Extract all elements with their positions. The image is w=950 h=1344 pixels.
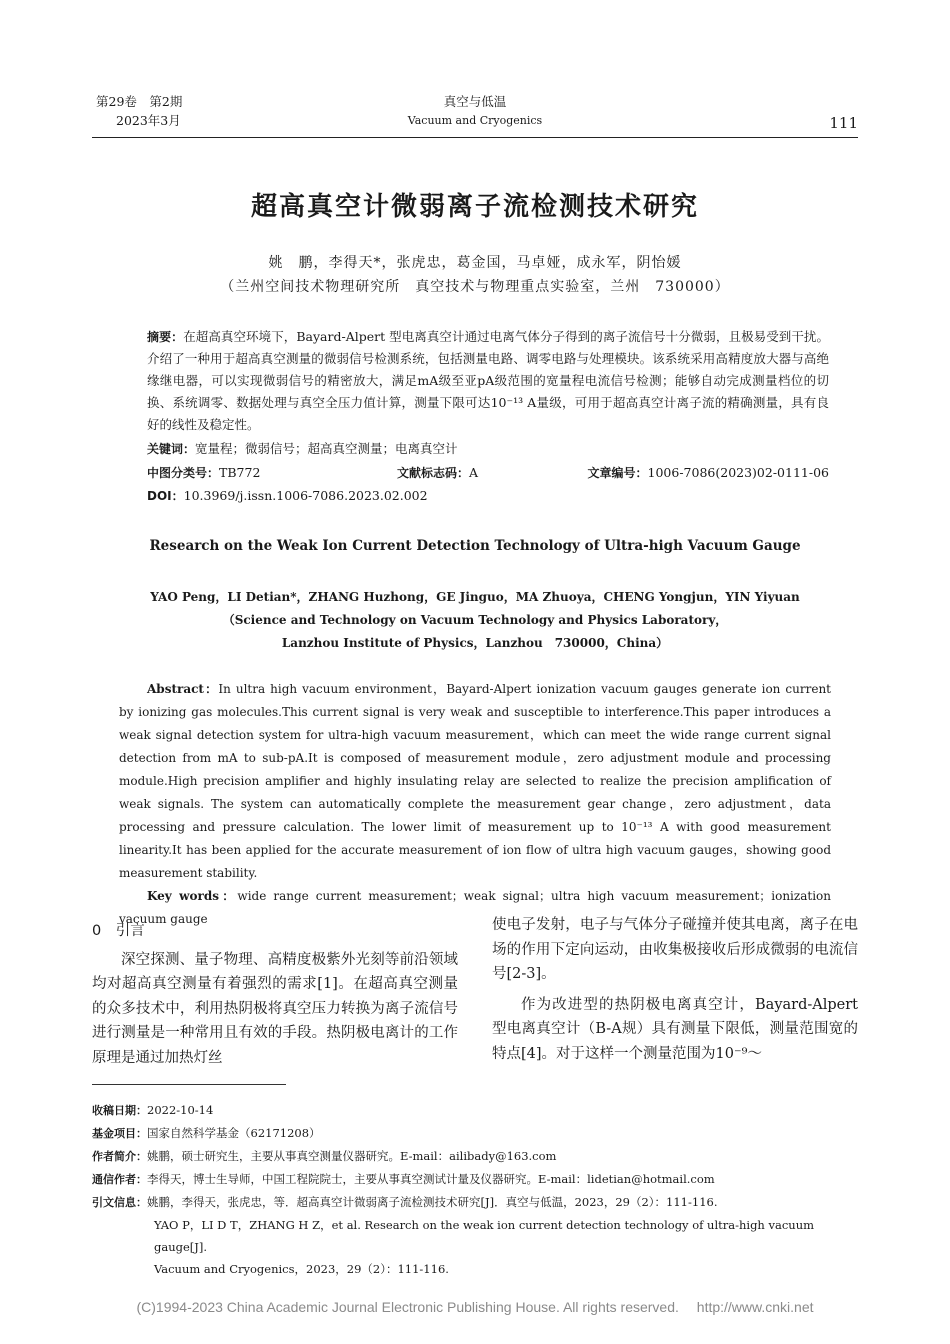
english-keywords-label: Key words： [147,889,238,903]
affiliation: （兰州空间技术物理研究所 真空技术与物理重点实验室，兰州 730000） [220,279,730,295]
corresponding-author: 李得天，博士生导师，中国工程院院士，主要从事真空测试计量及仪器研究。E-mail：lidetian@hotmail.com [147,1172,715,1186]
abstract-cn-text: 在超高真空环境下，Bayard-Alpert 型电离真空计通过电离气体分子得到的离子流信号十分微弱，且极易受到干扰。介绍了一种用于超高真空测量的微弱信号检测系统，包括测量电路、调零电路与处理模块。该系统采用高精度放大器与高绝缘继电器，可以实现微弱信号的精密放大，满足mA级至亚pA级范围的宽量程电流信号检测；能够自动完成测量档位的切换、系统调零、数据处理与真空全压力值计算，测量下限可达10⁻¹³ A量级，可用于超高真空计离子流的精确测量，具有良好的线性及稳定性。 [147,329,829,432]
fund-info: 国家自然科学基金（62171208） [147,1126,321,1140]
paper-title: 超高真空计微弱离子流检测技术研究 [250,192,699,222]
citation-en-1: YAO P，LI D T，ZHANG H Z，et al. Research on the weak ion current detection technology of ultra-high vacuum gauge[J]. [154,1218,815,1254]
journal-name [300,92,650,130]
issue-date: 2023年3月 [116,113,181,128]
section-heading: 0 引言 [92,923,145,939]
abstract-cn [147,326,829,436]
journal-name-en: Vacuum and Cryogenics [407,114,543,127]
doi-value: 10.3969/j.issn.1006-7086.2023.02.002 [183,488,428,503]
volume-issue: 第29卷 第2期 [96,94,183,109]
keywords-cn-label: 关键词： [147,442,196,456]
english-title: Research on the Weak Ion Current Detection Technology of Ultra-high Vacuum Gauge [149,538,801,554]
citation-cn: 姚鹏，李得天，张虎忠，等．超高真空计微弱离子流检测技术研究[J]．真空与低温，2023，29（2）：111-116. [147,1195,718,1209]
footnotes: 收稿日期：2022-10-14 基金项目：国家自然科学基金（62171208） 作者简介：姚鹏，硕士研究生，主要从事真空测量仪器研究。E-mail：ailibady@163.com 通信作者：李得天，博士生导师，中国工程院院士，主要从事真空测试计量及仪器研究。E-mail：lidetian@hotmail.com 引文信息：姚鹏，李得天，张虎忠，等．超高真空计微弱离子流检测技术研究[J]．真空与低温，2023，29（2）：111-116. YAO P，LI D T，ZHANG H Z，et al. Research on the weak ion current detection technology of ultra-high vacuum gauge[J]. Vacuum and Cryogenics，2023，29（2）：111-116. [92,1099,862,1280]
journal-name-cn: 真空与低温 [443,94,507,109]
keywords-cn [147,438,829,460]
body-paragraph: 使电子发射，电子与气体分子碰撞并使其电离，离子在电场的作用下定向运动，由收集极接收后形成微弱的电流信号[2-3]。 [492,917,858,982]
author-list: 姚 鹏，李得天*，张虎忠，葛金国，马卓娅，成永军，阴怡媛 [268,255,682,271]
issue-info [96,92,182,130]
body-left-column [92,919,458,1070]
doc-code: 文献标志码：A [397,465,479,480]
received-date: 2022-10-14 [147,1103,214,1117]
body-paragraph: 作为改进型的热阴极电离真空计，Bayard-Alpert 型电离真空计（B-A规）具有测量下限低，测量范围宽的特点[4]。对于这样一个测量范围为10⁻⁹～ [492,996,858,1062]
english-authors-block [0,586,950,655]
english-affiliation-2: Lanzhou Institute of Physics，Lanzhou 730000，China） [281,636,669,650]
doi [147,485,829,507]
author-bio: 姚鹏，硕士研究生，主要从事真空测量仪器研究。E-mail：ailibady@163.com [147,1149,557,1163]
footnote-rule [92,1084,286,1085]
citation-en-2: Vacuum and Cryogenics，2023，29（2）：111-116. [154,1262,449,1276]
article-number: 文章编号：1006-7086(2023)02-0111-06 [587,465,829,480]
clc-code: 中图分类号：TB772 [147,465,261,480]
page-number: 111 [829,114,858,132]
english-keywords-text: wide range current measurement；weak signal；ultra high vacuum measurement；ionization vacuum gauge [119,889,831,926]
english-abstract [119,678,831,931]
english-abstract-text: In ultra high vacuum environment，Bayard-Alpert ionization vacuum gauges generate ion current by ionizing gas molecules.This current signal is very weak and susceptible to interference.This paper introduces a weak signal detection system for ultra-high vacuum measurement，which can meet the wide range current signal detection from mA to sub-pA.It is composed of measurement module，zero adjustment module and processing module.High precision amplifier and highly insulating relay are selected to realize the precision amplification of weak signals. The system can automatically complete the measurement gear change，zero adjustment，data processing and pressure calculation. The lower limit of measurement up to 10⁻¹³ A with good measurement linearity.It has been applied for the accurate measurement of ion flow of ultra high vacuum gauges，showing good measurement stability. [119,682,832,880]
body-right-column [492,913,858,1066]
copyright-notice: (C)1994-2023 China Academic Journal Electronic Publishing House. All rights reserved. http://www.cnki.net [136,1299,814,1315]
body-paragraph: 深空探测、量子物理、高精度极紫外光刻等前沿领域均对超高真空测量有着强烈的需求[1]。在超高真空测量的众多技术中，利用热阴极将真空压力转换为离子流信号进行测量是一种常用且有效的手段。热阴极电离计的工作原理是通过加热灯丝 [92,951,458,1066]
english-affiliation-1: （Science and Technology on Vacuum Technology and Physics Laboratory， [222,613,728,627]
keywords-cn-text: 宽量程；微弱信号；超高真空测量；电离真空计 [195,441,458,456]
english-authors: YAO Peng，LI Detian*，ZHANG Huzhong，GE Jinguo，MA Zhuoya，CHENG Yongjun，YIN Yiyuan [150,590,800,604]
header-rule [92,137,858,138]
doi-label: DOI： [147,489,184,503]
english-abstract-label: Abstract： [147,682,219,696]
abstract-cn-label: 摘要： [147,330,184,344]
